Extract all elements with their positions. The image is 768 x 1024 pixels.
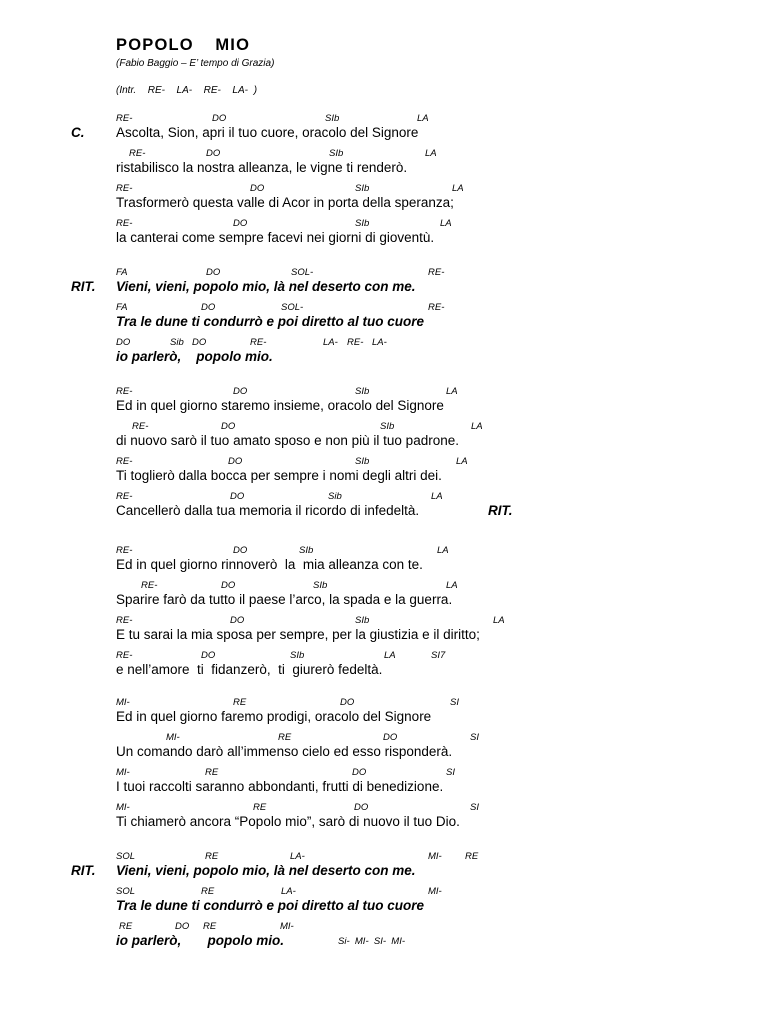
chord: DO [175,921,190,932]
chord: SIb [355,386,370,397]
chord: RE- [250,337,267,348]
lyric-text: E tu sarai la mia sposa per sempre, per la giustizia e il diritto; [116,627,480,642]
chord: Sib [170,337,184,348]
song-line [0,218,768,252]
chord: SI [470,732,479,743]
song-line [0,580,768,614]
chord: SOL- [281,302,304,313]
chord: DO [233,545,248,556]
lyric-text: io parlerò, popolo mio. [116,933,285,948]
chord: DO [233,218,248,229]
chord: Sib [328,491,342,502]
chord: LA [425,148,437,159]
chord: DO [206,148,221,159]
lyric-text: Ed in quel giorno rinnoverò la mia alleanza con te. [116,557,423,572]
chord: RE- [428,302,445,313]
chord: SIb [355,183,370,194]
chord: DO [212,113,227,124]
song-line [0,267,768,301]
refrain-label: RIT. [71,279,96,294]
chord: RE- [116,183,133,194]
chord: LA [431,491,443,502]
chord: SOL- [291,267,314,278]
song-line [0,767,768,801]
lyric-text: Ed in quel giorno staremo insieme, oracolo del Signore [116,398,444,413]
song-credits: (Fabio Baggio – E’ tempo di Grazia) [116,58,275,69]
chord: SIb [299,545,314,556]
chord: MI- [280,921,294,932]
chord: DO [192,337,207,348]
chord: SIb [355,456,370,467]
chord: LA [384,650,396,661]
song-title: POPOLO MIO [116,36,251,54]
lyric-text: Vieni, vieni, popolo mio, là nel deserto con me. [116,279,416,294]
chord: SI [470,802,479,813]
lyric-text: e nell’amore ti fidanzerò, ti giurerò fedeltà. [116,662,383,677]
song-line [0,851,768,885]
chord: MI- [166,732,180,743]
song-line [0,456,768,490]
chord: SIb [290,650,305,661]
song-line [0,697,768,731]
lyric-text: ristabilisco la nostra alleanza, le vigne ti renderò. [116,160,408,175]
song-line [0,650,768,684]
chord: SI [450,697,459,708]
chord: RE- [129,148,146,159]
chord: RE- [116,650,133,661]
lyric-text: Sparire farò da tutto il paese l’arco, la spada e la guerra. [116,592,453,607]
song-line [0,386,768,420]
chord: SOL [116,886,136,897]
lyric-text: io parlerò, popolo mio. [116,349,273,364]
chord: RE [119,921,133,932]
chord: DO [116,337,131,348]
chord: RE- [428,267,445,278]
chord: RE- [347,337,364,348]
chord: RE- [116,218,133,229]
chord: RE [253,802,267,813]
chord: RE- [116,386,133,397]
chord: SIb [355,615,370,626]
song-line [0,491,768,525]
chord: DO [206,267,221,278]
chord: MI- [116,802,130,813]
chord: RE [201,886,215,897]
chord: SIb [329,148,344,159]
verse-label: C. [71,125,85,140]
chord: FA [116,302,128,313]
chord: RE- [116,113,133,124]
chord: RE [278,732,292,743]
song-line [0,921,768,955]
chord: MI- [116,767,130,778]
chord: DO [250,183,265,194]
song-line [0,615,768,649]
chord: RE [205,767,219,778]
chord: DO [201,302,216,313]
lyric-text: Cancellerò dalla tua memoria il ricordo di infedeltà. [116,503,420,518]
chord: RE- [132,421,149,432]
lyric-text: Tra le dune ti condurrò e poi diretto al tuo cuore [116,898,425,913]
chord: SIb [325,113,340,124]
chord: DO [352,767,367,778]
chord: SIb [380,421,395,432]
lyric-text: Ti chiamerò ancora “Popolo mio”, sarò di nuovo il tuo Dio. [116,814,460,829]
song-line [0,732,768,766]
chord: LA [471,421,483,432]
chord: FA [116,267,128,278]
chord: SI [446,767,455,778]
chord: RE- [116,545,133,556]
song-line [0,802,768,836]
chord: LA- [290,851,305,862]
song-line [0,113,768,147]
song-line [0,148,768,182]
chord: LA [446,386,458,397]
chord: LA [440,218,452,229]
intro-chords: (Intr. RE- LA- RE- LA- ) [116,85,258,96]
chord: MI- [428,851,442,862]
chord: RE [233,697,247,708]
chord: LA [446,580,458,591]
chord: LA [417,113,429,124]
lyric-text: Trasformerò questa valle di Acor in porta della speranza; [116,195,454,210]
chord: LA [456,456,468,467]
chord: SIb [313,580,328,591]
refrain-label: RIT. [71,863,96,878]
chord: DO [340,697,355,708]
refrain-reference: RIT. [488,503,513,518]
chord: DO [228,456,243,467]
chord: LA [437,545,449,556]
chord: DO [201,650,216,661]
song-line [0,886,768,920]
chord: DO [354,802,369,813]
chord: DO [221,421,236,432]
chord: RE- [141,580,158,591]
chord: DO [233,386,248,397]
lyric-text: di nuovo sarò il tuo amato sposo e non più il tuo padrone. [116,433,459,448]
lyric-text: Ti toglierò dalla bocca per sempre i nomi degli altri dei. [116,468,442,483]
chord: SIb [355,218,370,229]
song-line [0,302,768,336]
lyric-text: Un comando darò all’immenso cielo ed esso risponderà. [116,744,453,759]
chord: DO [221,580,236,591]
chord: RE [465,851,479,862]
chord: LA- [281,886,296,897]
chord: RE [203,921,217,932]
chord: SOL [116,851,136,862]
lyric-text: Tra le dune ti condurrò e poi diretto al tuo cuore [116,314,425,329]
chord: RE [205,851,219,862]
lyric-text: I tuoi raccolti saranno abbondanti, frutti di benedizione. [116,779,444,794]
chord: RE- [116,615,133,626]
song-line [0,183,768,217]
chord: RE- [116,491,133,502]
chord: MI- [116,697,130,708]
chord: LA- [372,337,387,348]
lyric-text: Ascolta, Sion, apri il tuo cuore, oracolo del Signore [116,125,419,140]
chord: DO [383,732,398,743]
song-line [0,337,768,371]
lyric-text: la canterai come sempre facevi nei giorni di gioventù. [116,230,435,245]
lyric-text: Ed in quel giorno faremo prodigi, oracolo del Signore [116,709,432,724]
chord: LA [493,615,505,626]
chord: LA- [323,337,338,348]
chord: DO [230,615,245,626]
chord: LA [452,183,464,194]
chord: DO [230,491,245,502]
lyric-text: Vieni, vieni, popolo mio, là nel deserto con me. [116,863,416,878]
chord: SI7 [431,650,446,661]
song-line [0,421,768,455]
chord: MI- [428,886,442,897]
ending-chords: Si- MI- SI- MI- [338,936,406,947]
song-line [0,545,768,579]
chord: RE- [116,456,133,467]
